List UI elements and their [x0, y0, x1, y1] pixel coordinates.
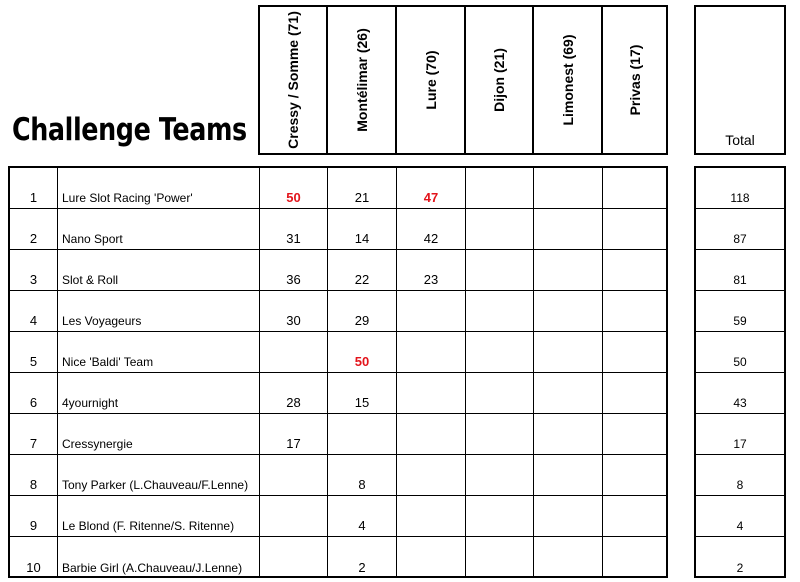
score-cell: 15	[328, 373, 397, 413]
score-cell	[466, 332, 534, 372]
rank-cell: 8	[10, 455, 58, 495]
total-row	[696, 496, 784, 537]
score-cell: 28	[260, 373, 328, 413]
score-cell	[603, 496, 666, 536]
score-cell: 21	[328, 168, 397, 208]
score-cell	[603, 455, 666, 495]
total-cell: 8	[736, 478, 744, 492]
rank-cell: 10	[10, 537, 58, 578]
score-cell	[534, 291, 603, 331]
score-cell	[534, 537, 603, 578]
score-cell	[534, 455, 603, 495]
rank-cell: 3	[10, 250, 58, 290]
venue-column-header	[603, 7, 666, 153]
score-cell	[534, 332, 603, 372]
score-cell	[603, 291, 666, 331]
score-cell: 42	[397, 209, 466, 249]
score-cell	[603, 537, 666, 578]
score-cell: 22	[328, 250, 397, 290]
total-row	[696, 209, 784, 250]
score-cell	[534, 496, 603, 536]
total-label: Total	[725, 132, 755, 148]
venue-column-header	[397, 7, 466, 153]
score-cell: 29	[328, 291, 397, 331]
table-row	[10, 209, 666, 250]
team-name-cell: Nano Sport	[58, 209, 260, 249]
total-header	[694, 5, 786, 155]
totals-column	[694, 166, 786, 578]
score-cell	[397, 332, 466, 372]
table-row	[10, 537, 666, 578]
score-cell	[466, 291, 534, 331]
score-cell	[603, 209, 666, 249]
score-cell	[466, 414, 534, 454]
venue-column-header	[260, 7, 328, 153]
team-name-cell: Tony Parker (L.Chauveau/F.Lenne)	[58, 455, 260, 495]
score-cell	[466, 537, 534, 578]
venue-label: Lure (70)	[422, 50, 439, 110]
total-row	[696, 414, 784, 455]
venue-label: Limonest (69)	[559, 34, 576, 126]
total-row	[696, 373, 784, 414]
score-cell	[603, 250, 666, 290]
rank-cell: 7	[10, 414, 58, 454]
venue-column-header	[328, 7, 397, 153]
score-cell	[397, 537, 466, 578]
score-cell	[466, 455, 534, 495]
score-cell: 8	[328, 455, 397, 495]
score-cell	[534, 168, 603, 208]
score-cell: 36	[260, 250, 328, 290]
score-cell: 23	[397, 250, 466, 290]
score-cell	[260, 332, 328, 372]
score-cell	[397, 373, 466, 413]
total-cell: 43	[733, 396, 747, 410]
score-cell: 50	[328, 332, 397, 372]
score-cell	[328, 414, 397, 454]
total-row	[696, 250, 784, 291]
rank-cell: 1	[10, 168, 58, 208]
score-cell: 4	[328, 496, 397, 536]
score-cell	[466, 209, 534, 249]
score-cell: 17	[260, 414, 328, 454]
score-cell	[397, 496, 466, 536]
table-row	[10, 332, 666, 373]
rank-cell: 5	[10, 332, 58, 372]
total-cell: 87	[733, 232, 747, 246]
table-row	[10, 168, 666, 209]
rank-cell: 2	[10, 209, 58, 249]
total-cell: 50	[733, 355, 747, 369]
total-row	[696, 168, 784, 209]
total-cell: 4	[736, 519, 744, 533]
total-row	[696, 291, 784, 332]
team-name-cell: Nice 'Baldi' Team	[58, 332, 260, 372]
team-name-cell: Slot & Roll	[58, 250, 260, 290]
score-cell	[260, 537, 328, 578]
venue-label: Privas (17)	[626, 44, 643, 116]
team-name-cell: Barbie Girl (A.Chauveau/J.Lenne)	[58, 537, 260, 578]
score-cell: 2	[328, 537, 397, 578]
rank-cell: 4	[10, 291, 58, 331]
score-cell	[603, 373, 666, 413]
rank-cell: 9	[10, 496, 58, 536]
total-row	[696, 537, 784, 578]
table-row	[10, 291, 666, 332]
score-cell	[534, 250, 603, 290]
total-cell: 17	[733, 437, 747, 451]
page-title: Challenge Teams	[12, 112, 247, 148]
total-cell: 81	[733, 273, 747, 287]
score-cell: 14	[328, 209, 397, 249]
score-cell	[534, 373, 603, 413]
team-name-cell: Lure Slot Racing 'Power'	[58, 168, 260, 208]
team-name-cell: Cressynergie	[58, 414, 260, 454]
score-cell	[534, 414, 603, 454]
venue-header	[258, 5, 668, 155]
total-row	[696, 332, 784, 373]
score-cell	[397, 414, 466, 454]
score-cell: 47	[397, 168, 466, 208]
table-row	[10, 496, 666, 537]
score-cell	[260, 496, 328, 536]
score-cell	[466, 168, 534, 208]
venue-label: Dijon (21)	[491, 48, 507, 112]
total-cell: 118	[730, 191, 750, 205]
team-name-cell: Les Voyageurs	[58, 291, 260, 331]
venue-label: Montélimar (26)	[353, 28, 370, 132]
standings-table	[8, 166, 668, 578]
venue-label: Cressy / Somme (71)	[285, 11, 301, 149]
venue-column-header	[466, 7, 534, 153]
score-cell	[603, 168, 666, 208]
score-cell: 31	[260, 209, 328, 249]
rank-cell: 6	[10, 373, 58, 413]
table-row	[10, 250, 666, 291]
table-row	[10, 373, 666, 414]
score-cell	[466, 250, 534, 290]
table-row	[10, 455, 666, 496]
total-cell: 2	[736, 561, 744, 575]
score-cell	[260, 455, 328, 495]
score-cell: 50	[260, 168, 328, 208]
total-cell: 59	[733, 314, 747, 328]
score-cell	[603, 414, 666, 454]
total-row	[696, 455, 784, 496]
score-cell: 30	[260, 291, 328, 331]
team-name-cell: 4yournight	[58, 373, 260, 413]
score-cell	[466, 373, 534, 413]
score-cell	[397, 291, 466, 331]
venue-column-header	[534, 7, 603, 153]
score-cell	[397, 455, 466, 495]
team-name-cell: Le Blond (F. Ritenne/S. Ritenne)	[58, 496, 260, 536]
score-cell	[603, 332, 666, 372]
table-row	[10, 414, 666, 455]
score-cell	[534, 209, 603, 249]
score-cell	[466, 496, 534, 536]
